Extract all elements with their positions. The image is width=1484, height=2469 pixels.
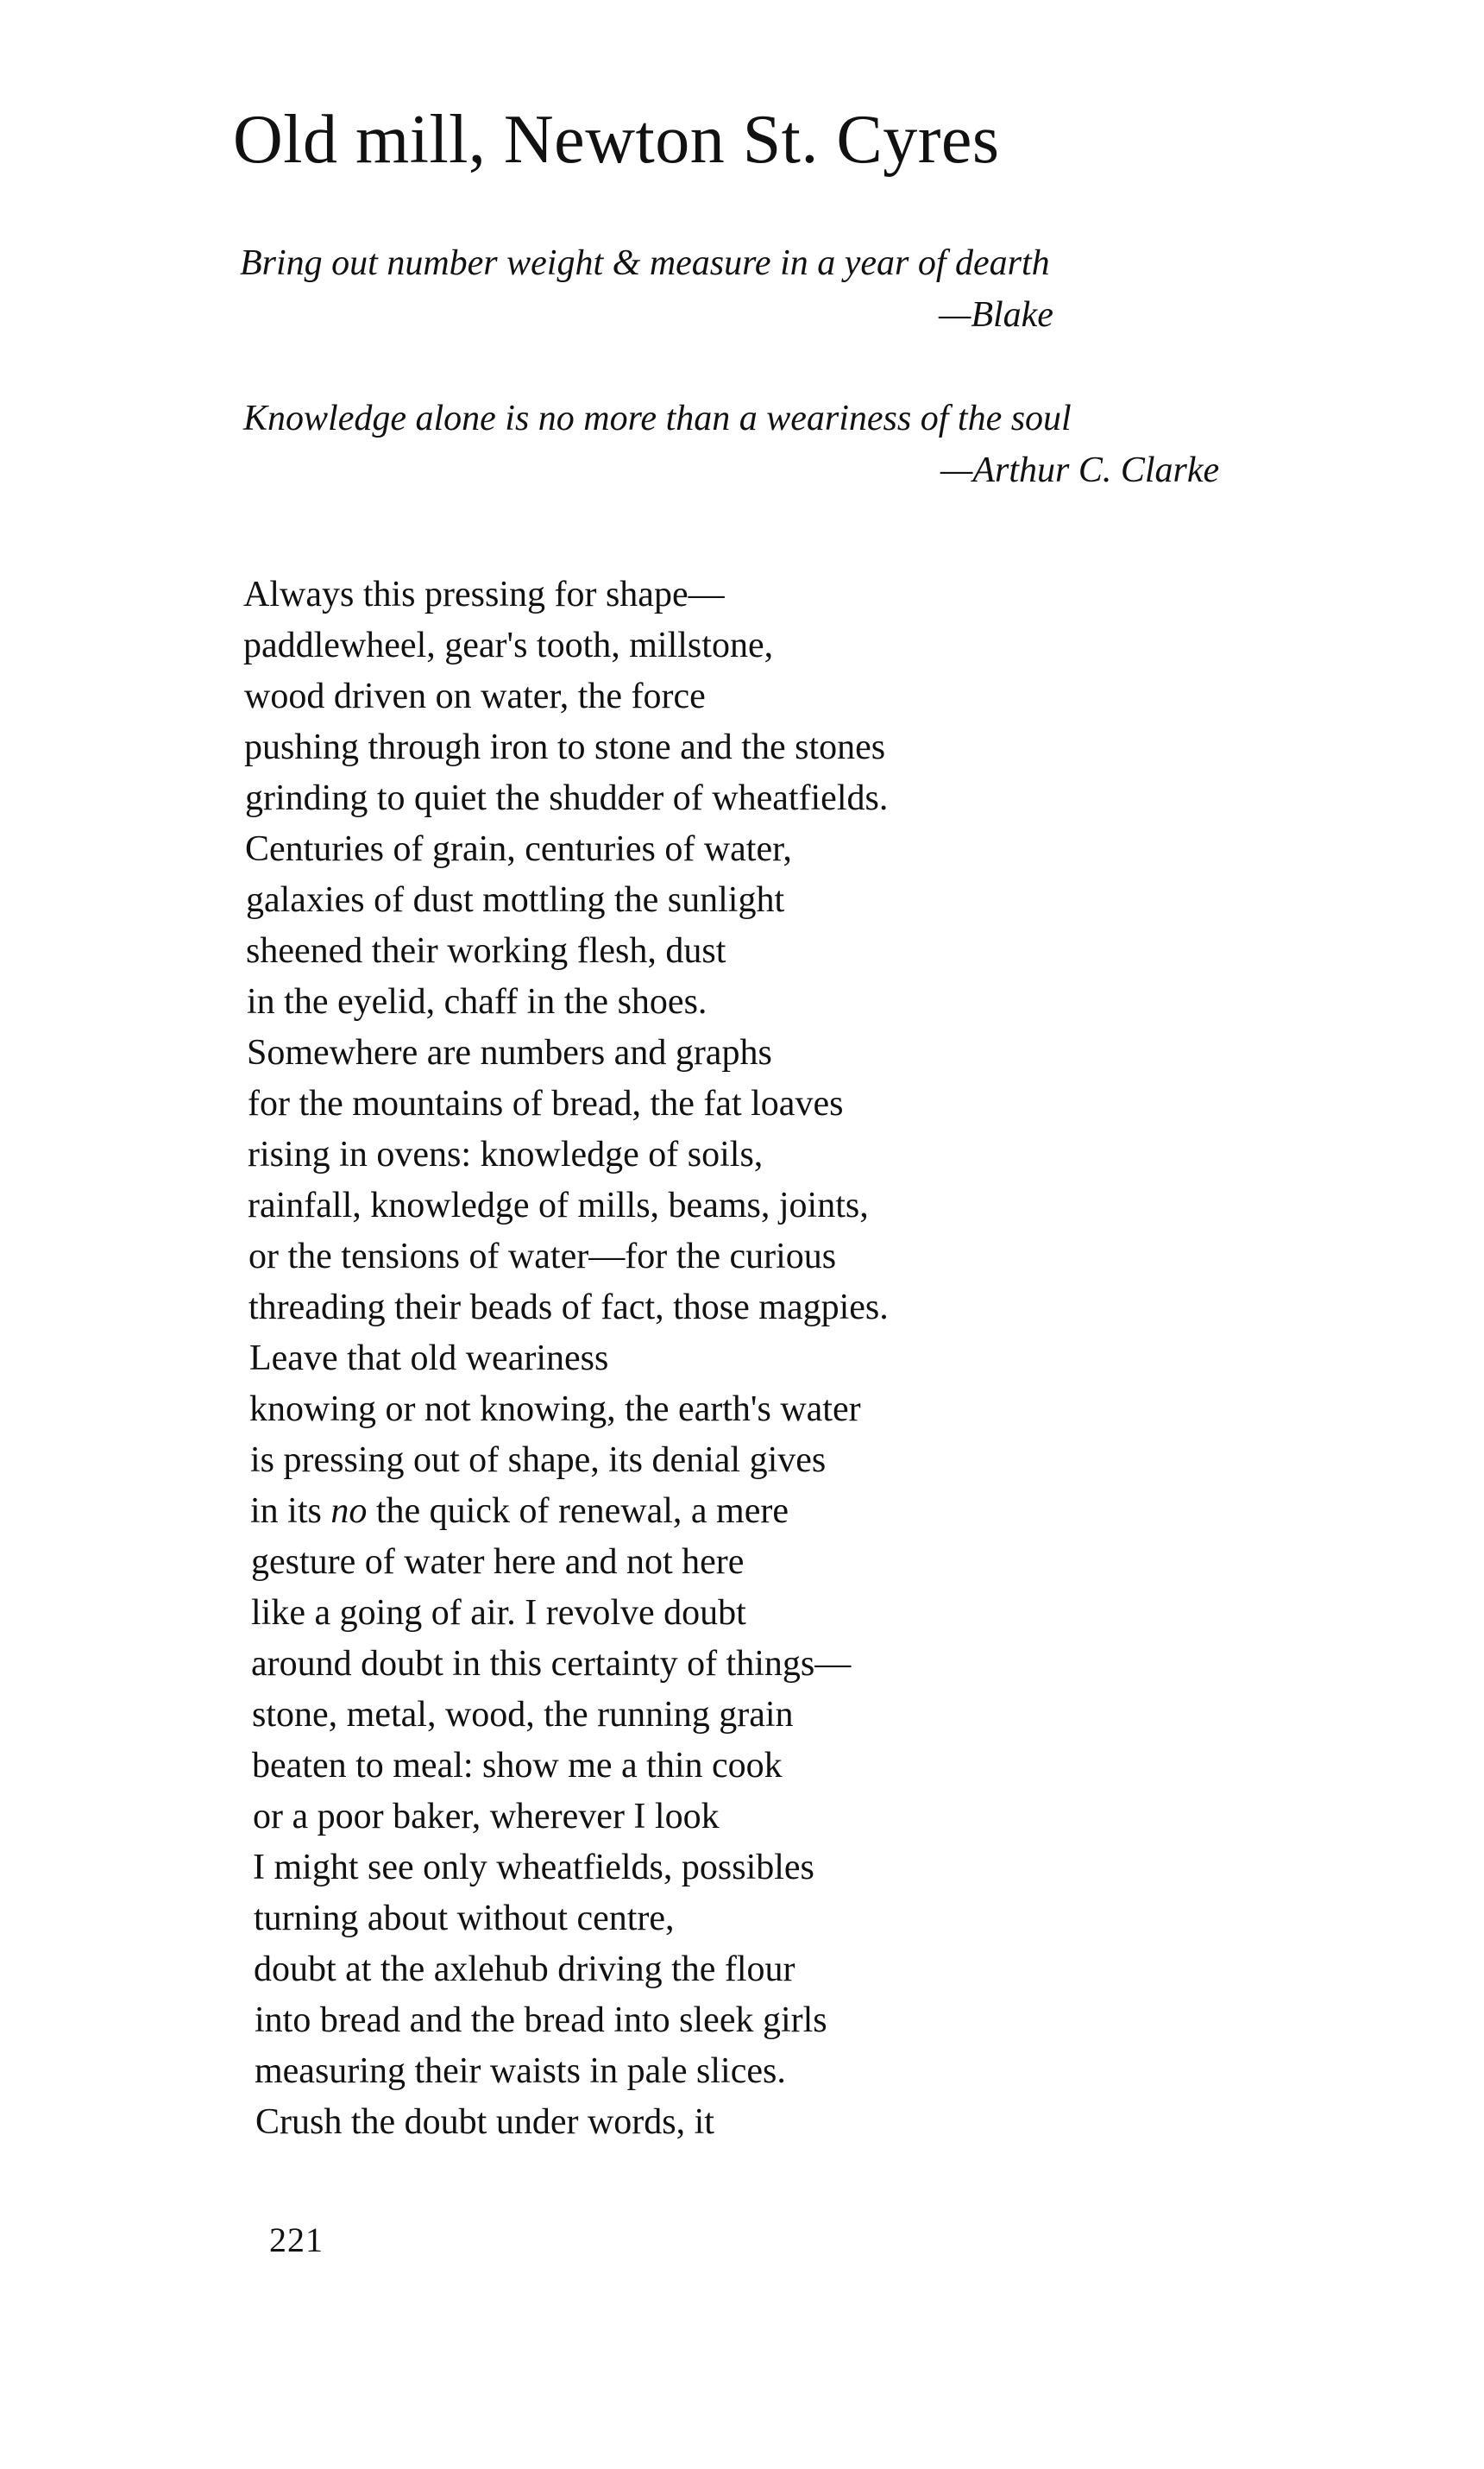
poem-line: like a going of air. I revolve doubt: [251, 1593, 746, 1633]
poem-line: knowing or not knowing, the earth's water: [249, 1389, 861, 1429]
poem-line: threading their beads of fact, those magpies.: [248, 1288, 889, 1327]
poem-line: in its no the quick of renewal, a mere: [250, 1491, 789, 1531]
poem-line: I might see only wheatfields, possibles: [253, 1848, 814, 1887]
poem-line: Crush the doubt under words, it: [255, 2102, 714, 2142]
emphasized-word: no: [330, 1491, 368, 1531]
epigraph-blake-text: Bring out number weight & measure in a year of dearth: [240, 243, 1050, 283]
poem-line: Leave that old weariness: [249, 1338, 609, 1378]
poem-line: gesture of water here and not here: [251, 1542, 745, 1582]
poem-title: Old mill, Newton St. Cyres: [233, 102, 1000, 178]
poem-line: in the eyelid, chaff in the shoes.: [247, 982, 707, 1022]
poem-line: rising in ovens: knowledge of soils,: [248, 1135, 764, 1175]
poem-line: rainfall, knowledge of mills, beams, joints,: [248, 1186, 869, 1225]
poem-line: paddlewheel, gear's tooth, millstone,: [243, 626, 774, 665]
epigraph-clarke-text: Knowledge alone is no more than a weariness of the soul: [243, 399, 1072, 438]
epigraph-blake-attribution: —Blake: [939, 295, 1053, 335]
poem-line: measuring their waists in pale slices.: [255, 2051, 786, 2091]
page-number: 221: [269, 2220, 324, 2259]
poem-line: into bread and the bread into sleek girls: [255, 2000, 827, 2040]
poem-line: or the tensions of water—for the curious: [248, 1237, 837, 1276]
poem-line: or a poor baker, wherever I look: [253, 1797, 720, 1836]
poem-line: around doubt in this certainty of things—: [251, 1644, 852, 1684]
poem-line: is pressing out of shape, its denial gives: [250, 1440, 827, 1480]
poem-line: beaten to meal: show me a thin cook: [252, 1746, 783, 1786]
poem-line: Somewhere are numbers and graphs: [247, 1033, 772, 1073]
epigraph-clarke-attribution: —Arthur C. Clarke: [940, 450, 1220, 490]
poem-line: turning about without centre,: [254, 1899, 675, 1938]
poem-line: Always this pressing for shape—: [243, 575, 725, 614]
poem-line: for the mountains of bread, the fat loaves: [248, 1084, 844, 1124]
poem-line: Centuries of grain, centuries of water,: [245, 829, 792, 869]
poem-line: wood driven on water, the force: [244, 677, 706, 716]
poem-line: pushing through iron to stone and the stones: [244, 727, 886, 767]
poem-line: grinding to quiet the shudder of wheatfields.: [245, 778, 889, 818]
poem-line: sheened their working flesh, dust: [246, 931, 726, 971]
poem-line: stone, metal, wood, the running grain: [252, 1695, 794, 1735]
poem-body: [243, 570, 889, 2148]
poem-line: galaxies of dust mottling the sunlight: [246, 880, 785, 920]
poem-line: doubt at the axlehub driving the flour: [254, 1949, 795, 1989]
